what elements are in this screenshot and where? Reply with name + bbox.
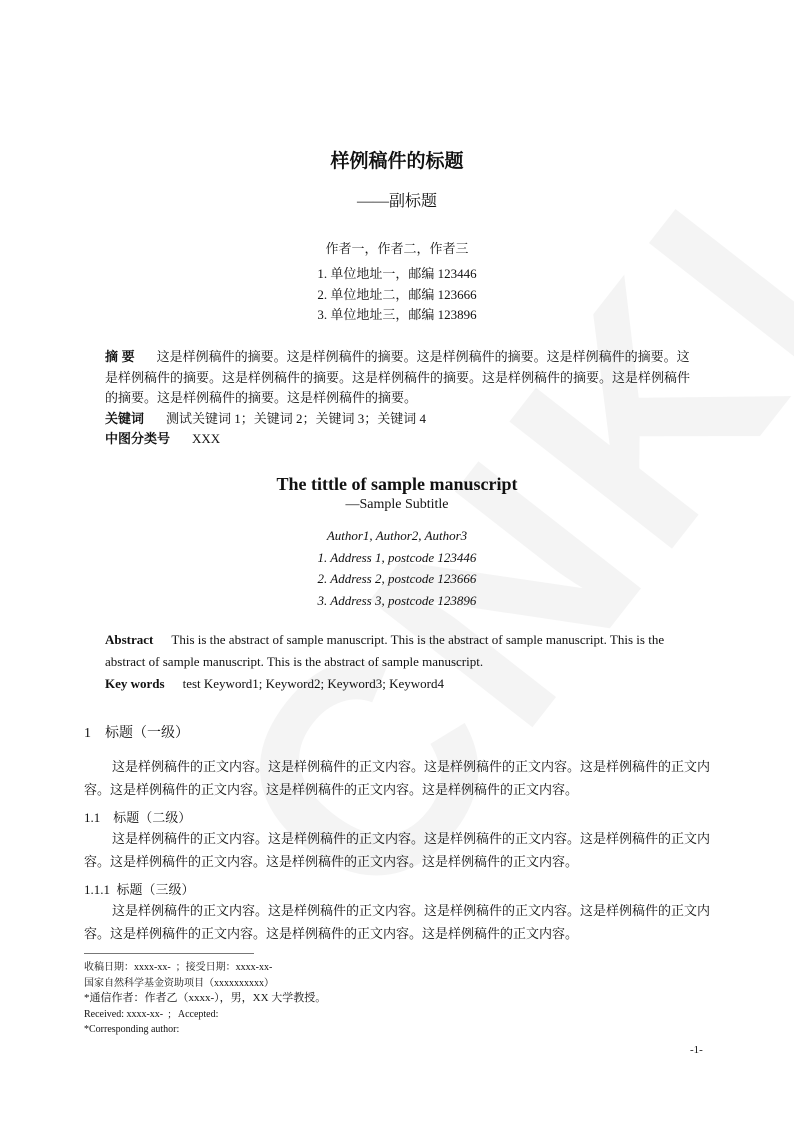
section-text: 这是样例稿件的正文内容。这是样例稿件的正文内容。这是样例稿件的正文内容。这是样例稿件的正文内容。这是样例稿件的正文内容。这是样例稿件的正文内容。这是样例稿件的正文内容。 xyxy=(84,903,711,941)
cn-address: 2. 单位地址二，邮编 123666 xyxy=(317,286,477,302)
en-title: The tittle of sample manuscript xyxy=(276,474,518,494)
en-keywords-label: Key words xyxy=(105,676,165,691)
page-number: -1- xyxy=(690,1044,703,1056)
en-address: 3. Address 3, postcode 123896 xyxy=(317,592,477,608)
cn-abstract-label: 摘 要 xyxy=(105,349,135,364)
cn-keywords: 测试关键词 1；关键词 2；关键词 3；关键词 4 xyxy=(166,410,427,426)
en-authors: Author1, Author2, Author3 xyxy=(326,528,468,543)
footnote: 国家自然科学基金资助项目（xxxxxxxxxx） xyxy=(84,977,274,989)
cn-keywords-label: 关键词 xyxy=(105,410,145,426)
clc-value: XXX xyxy=(192,431,221,446)
en-address: 1. Address 1, postcode 123446 xyxy=(317,549,477,565)
section-heading-2: 1.1 标题（二级） xyxy=(84,810,192,825)
cn-addresses xyxy=(0,264,794,326)
cn-title: 样例稿件的标题 xyxy=(330,151,464,172)
footnote: *通信作者：作者乙（xxxx-），男，XX 大学教授。 xyxy=(84,992,327,1004)
clc-label: 中图分类号 xyxy=(105,431,171,446)
en-abstract-label: Abstract xyxy=(105,632,154,647)
en-abstract-block xyxy=(105,629,705,695)
section-heading-3: 1.1.1 标题（三级） xyxy=(84,882,195,897)
en-abstract: This is the abstract of sample manuscript. This is the abstract of sample manuscript. This is the abstract of sample manuscript. This is the abstract of sample manuscript. xyxy=(105,632,665,669)
cn-abstract: 这是样例稿件的摘要。这是样例稿件的摘要。这是样例稿件的摘要。这是样例稿件的摘要。这是样例稿件的摘要。这是样例稿件的摘要。这是样例稿件的摘要。这是样例稿件的摘要。这是样例稿件的摘要。这是样例稿件的摘要。这是样例稿件的摘要。 xyxy=(105,349,691,405)
en-subtitle: —Sample Subtitle xyxy=(345,497,449,512)
cn-address: 3. 单位地址三，邮编 123896 xyxy=(317,307,477,322)
footnote-divider xyxy=(84,953,254,954)
cn-abstract-block xyxy=(105,347,695,450)
footnotes xyxy=(84,960,326,1038)
en-author-block xyxy=(0,525,794,611)
section-text: 这是样例稿件的正文内容。这是样例稿件的正文内容。这是样例稿件的正文内容。这是样例稿件的正文内容。这是样例稿件的正文内容。这是样例稿件的正文内容。这是样例稿件的正文内容。 xyxy=(84,831,711,869)
section-heading-1: 1 标题（一级） xyxy=(84,726,189,741)
cn-address: 1. 单位地址一，邮编 123446 xyxy=(317,266,477,281)
footnote: 收稿日期：xxxx-xx- ；接受日期：xxxx-xx- xyxy=(84,962,273,973)
cn-authors: 作者一，作者二，作者三 xyxy=(325,241,469,256)
en-keywords: test Keyword1; Keyword2; Keyword3; Keyword4 xyxy=(182,676,444,691)
cn-subtitle: ——副标题 xyxy=(356,193,437,210)
section-text: 这是样例稿件的正文内容。这是样例稿件的正文内容。这是样例稿件的正文内容。这是样例稿件的正文内容。这是样例稿件的正文内容。这是样例稿件的正文内容。这是样例稿件的正文内容。 xyxy=(84,759,711,797)
footnote: Received: xxxx-xx- ; Accepted: xyxy=(84,1008,219,1020)
footnote: *Corresponding author: xyxy=(84,1024,180,1035)
en-address: 2. Address 2, postcode 123666 xyxy=(317,571,477,586)
